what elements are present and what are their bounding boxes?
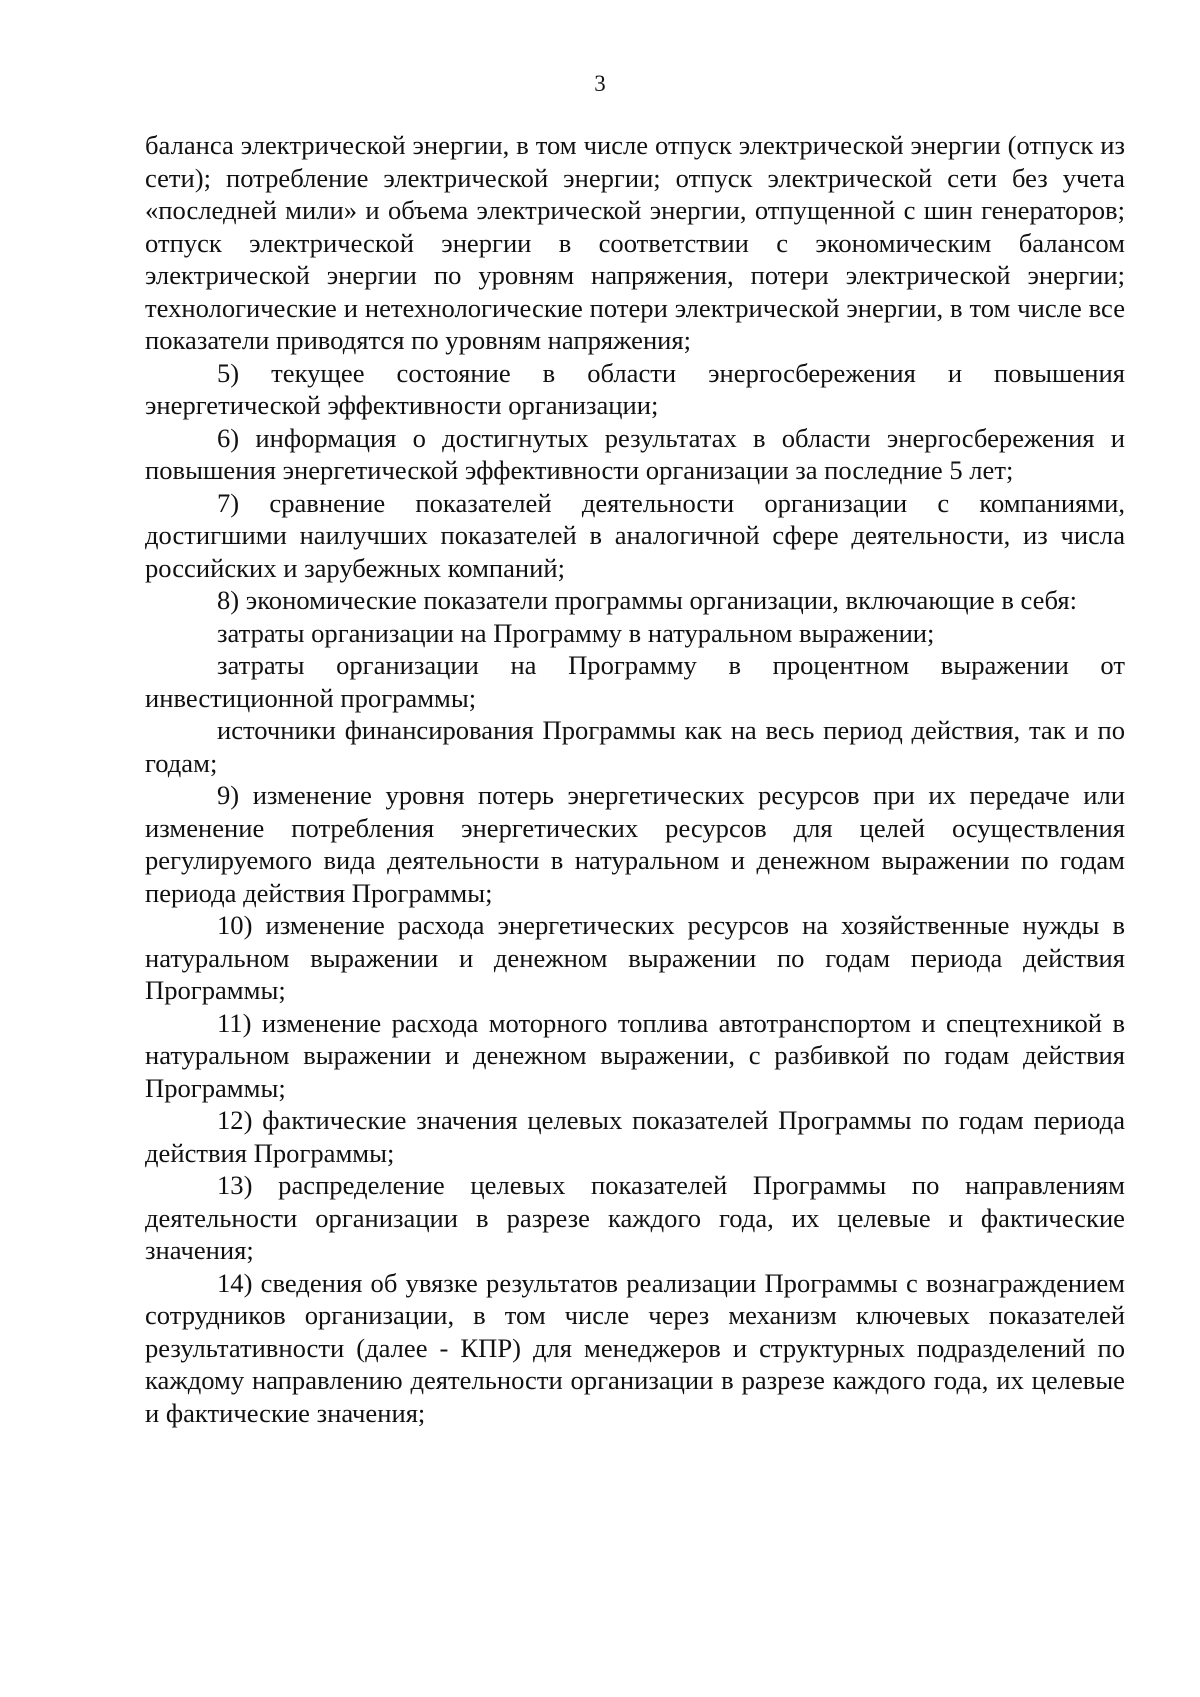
paragraph-item-8-costs-natural: затраты организации на Программу в натуральном выражении;: [217, 617, 935, 648]
page-number: 3: [594, 71, 606, 96]
paragraph-item-13: 13) распределение целевых показателей Программы по направлениям деятельности организации в разрезе каждого года, их целевые и фактические значения;: [145, 1170, 1125, 1265]
paragraph-item-5: 5) текущее состояние в области энергосбережения и повышения энергетической эффективности организации;: [145, 357, 1125, 420]
paragraph-continuation: баланса электрической энергии, в том числе отпуск электрической энергии (отпуск из сети); потребление электрической энергии; отпуск электрической сети без учета «последней мили» и объема электрической энергии, отпущенной с шин генераторов; отпуск электрической энергии в соответствии с экономическим балансом электрической энергии по уровням напряжения, потери электрической энергии; технологические и нетехнологические потери электрической энергии, в том числе все показатели приводятся по уровням напряжения;: [145, 130, 1125, 355]
paragraph-item-10: 10) изменение расхода энергетических ресурсов на хозяйственные нужды в натуральном выражении и денежном выражении по годам периода действия Программы;: [145, 910, 1125, 1005]
document-body: [145, 129, 1125, 1429]
paragraph-item-7: 7) сравнение показателей деятельности организации с компаниями, достигшими наилучших показателей в аналогичной сфере деятельности, из числа российских и зарубежных компаний;: [145, 487, 1125, 583]
paragraph-item-12: 12) фактические значения целевых показателей Программы по годам периода действия Программы;: [145, 1105, 1125, 1168]
paragraph-item-9: 9) изменение уровня потерь энергетических ресурсов при их передаче или изменение потребления энергетических ресурсов для целей осуществления регулируемого вида деятельности в натуральном и денежном выражении по годам периода действия Программы;: [145, 780, 1125, 908]
paragraph-item-11: 11) изменение расхода моторного топлива автотранспортом и спецтехникой в натуральном выражении и денежном выражении, с разбивкой по годам действия Программы;: [145, 1007, 1125, 1103]
paragraph-item-8: 8) экономические показатели программы организации, включающие в себя:: [217, 585, 1077, 615]
paragraph-item-6: 6) информация о достигнутых результатах в области энергосбережения и повышения энергетической эффективности организации за последние 5 лет;: [145, 422, 1125, 485]
paragraph-item-8-costs-percent: затраты организации на Программу в процентном выражении от инвестиционной программы;: [145, 650, 1125, 713]
paragraph-item-8-funding-sources: источники финансирования Программы как на весь период действия, так и по годам;: [145, 715, 1125, 778]
paragraph-item-14: 14) сведения об увязке результатов реализации Программы с вознаграждением сотрудников организации, в том числе через механизм ключевых показателей результативности (далее - КПР) для менеджеров и структурных подразделений по каждому направлению деятельности организации в разрезе каждого года, их целевые и фактические значения;: [145, 1267, 1125, 1428]
